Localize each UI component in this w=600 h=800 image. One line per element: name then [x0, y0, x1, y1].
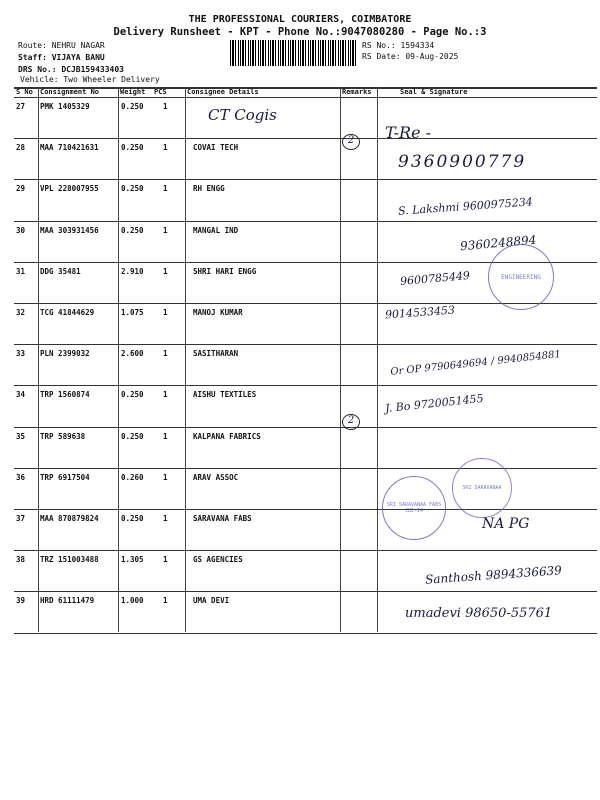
- route: Route: NEHRU NAGAR: [18, 41, 105, 50]
- signature: T-Re -: [385, 123, 432, 142]
- table-cell-pcs: 1: [163, 266, 168, 276]
- row-divider: [14, 344, 597, 345]
- table-cell-cn: PMK 1405329: [40, 102, 90, 111]
- table-cell-wt: 2.910: [121, 266, 144, 276]
- table-cell-name: KALPANA FABRICS: [193, 431, 261, 441]
- handwritten-remark: 2: [342, 414, 360, 430]
- table-cell-wt: 0.260: [121, 472, 144, 482]
- row-divider: [14, 385, 597, 386]
- stamp-text: SRI SARAVANAA FABS CBE-14: [386, 502, 442, 514]
- table-cell-sno: 35: [16, 431, 26, 441]
- signature: Or OP 9790649694 / 9940854881: [389, 349, 562, 378]
- table-cell-sno: 37: [16, 514, 26, 523]
- table-cell-sno: 38: [16, 555, 26, 565]
- row-divider: [14, 221, 597, 222]
- table-cell-wt: 0.250: [121, 390, 144, 400]
- staff: Staff: VIJAYA BANU: [18, 53, 105, 62]
- table-cell-sno: 32: [16, 308, 26, 317]
- table-cell-sno: 28: [16, 143, 26, 153]
- table-cell-name: AISHU TEXTILES: [193, 390, 257, 400]
- table-cell-pcs: 1: [163, 596, 168, 606]
- table-cell-sno: 27: [16, 102, 26, 111]
- table-cell-name: GS AGENCIES: [193, 555, 243, 565]
- table-top-border: [14, 87, 597, 89]
- table-cell-cn: TRP 6917504: [40, 472, 90, 482]
- table-cell-cn: PLN 2399032: [40, 349, 90, 359]
- drs-number: DRS No.: DCJB159433403: [18, 65, 124, 74]
- table-cell-cn: MAA 870879824: [40, 514, 99, 523]
- table-cell-cn: TRP 589638: [40, 431, 86, 441]
- table-cell-cn: TCG 41844629: [40, 308, 95, 317]
- table-cell-sno: 33: [16, 349, 26, 359]
- signature: umadevi 98650-55761: [405, 606, 553, 621]
- table-cell-name: RH ENGG: [193, 184, 225, 194]
- handwritten-consignee: CT Cogis: [208, 106, 277, 124]
- table-cell-wt: 1.000: [121, 596, 144, 606]
- table-cell-sno: 31: [16, 266, 26, 276]
- stamp-text: ENGINEERING: [501, 273, 541, 281]
- table-cell-pcs: 1: [163, 472, 168, 482]
- row-divider: [14, 550, 597, 551]
- table-cell-wt: 0.250: [121, 102, 144, 111]
- table-cell-pcs: 1: [163, 225, 168, 235]
- company-title: THE PROFESSIONAL COURIERS, COIMBATORE: [188, 14, 412, 25]
- table-cell-name: SARAVANA FABS: [193, 514, 252, 523]
- table-cell-name: SASITHARAN: [193, 349, 239, 359]
- table-cell-name: MANGAL IND: [193, 225, 239, 235]
- column-header: PCS: [154, 88, 167, 96]
- company-stamp: [488, 244, 554, 310]
- table-cell-sno: 30: [16, 225, 26, 235]
- table-cell-name: UMA DEVI: [193, 596, 230, 606]
- table-cell-pcs: 1: [163, 555, 168, 565]
- table-cell-pcs: 1: [163, 514, 168, 523]
- column-header: Weight: [120, 88, 146, 96]
- company-stamp: [452, 458, 512, 518]
- column-header: Consignee Details: [187, 88, 259, 96]
- signature: S. Lakshmi 9600975234: [397, 195, 534, 218]
- column-header: Seal & Signature: [400, 88, 468, 96]
- table-cell-wt: 0.250: [121, 225, 144, 235]
- row-divider: [14, 468, 597, 469]
- signature: 9600785449: [399, 268, 471, 289]
- row-divider: [14, 509, 597, 510]
- signature: 9360248894: [459, 232, 537, 254]
- table-cell-name: ARAV ASSOC: [193, 472, 239, 482]
- stamp-text: SRI SARAVANAA: [462, 485, 502, 491]
- table-cell-sno: 29: [16, 184, 26, 194]
- table-cell-wt: 0.250: [121, 514, 144, 523]
- rs-number: RS No.: 1594334: [362, 41, 435, 50]
- table-cell-wt: 0.250: [121, 431, 144, 441]
- barcode: [230, 40, 356, 66]
- runsheet-subtitle: Delivery Runsheet - KPT - Phone No.:9047080280 - Page No.:3: [113, 26, 487, 38]
- table-cell-pcs: 1: [163, 102, 168, 111]
- table-cell-pcs: 1: [163, 349, 168, 359]
- row-divider: [14, 591, 597, 592]
- table-cell-wt: 0.250: [121, 143, 144, 153]
- company-stamp: [382, 476, 446, 540]
- row-divider: [14, 633, 597, 634]
- table-cell-sno: 39: [16, 596, 26, 606]
- table-cell-name: COVAI TECH: [193, 143, 239, 153]
- rs-date: RS Date: 09-Aug-2025: [362, 52, 459, 61]
- table-cell-wt: 1.075: [121, 308, 144, 317]
- table-cell-pcs: 1: [163, 431, 168, 441]
- row-divider: [14, 179, 597, 180]
- signature: NA PG: [482, 516, 530, 532]
- signature: 9014533453: [384, 303, 456, 322]
- row-divider: [14, 427, 597, 428]
- table-cell-cn: TRZ 151003488: [40, 555, 99, 565]
- table-cell-pcs: 1: [163, 143, 168, 153]
- handwritten-remark: 2: [342, 134, 360, 150]
- table-cell-cn: DDG 35481: [40, 266, 81, 276]
- table-cell-pcs: 1: [163, 390, 168, 400]
- table-cell-cn: MAA 710421631: [40, 143, 99, 153]
- table-cell-cn: VPL 228007955: [40, 184, 99, 194]
- table-cell-name: SHRI HARI ENGG: [193, 266, 257, 276]
- table-cell-sno: 36: [16, 472, 26, 482]
- signature: J. Bo 9720051455: [384, 391, 485, 416]
- signature: Santhosh 9894336639: [424, 563, 563, 587]
- signature: 9360900779: [398, 152, 527, 172]
- column-header: Remarks: [342, 88, 372, 96]
- vehicle: Vehicle: Two Wheeler Delivery: [20, 75, 160, 84]
- row-divider: [14, 138, 597, 139]
- table-cell-cn: HRD 61111479: [40, 596, 95, 606]
- table-cell-cn: TRP 1560874: [40, 390, 90, 400]
- table-cell-wt: 1.305: [121, 555, 144, 565]
- table-cell-wt: 2.600: [121, 349, 144, 359]
- column-header: Consignment No: [40, 88, 100, 96]
- table-cell-sno: 34: [16, 390, 26, 400]
- column-header: S No: [16, 88, 33, 96]
- header-divider: [14, 97, 597, 98]
- table-cell-pcs: 1: [163, 308, 168, 317]
- table-cell-pcs: 1: [163, 184, 168, 194]
- table-cell-cn: MAA 303931456: [40, 225, 99, 235]
- table-cell-wt: 0.250: [121, 184, 144, 194]
- table-cell-name: MANOJ KUMAR: [193, 308, 243, 317]
